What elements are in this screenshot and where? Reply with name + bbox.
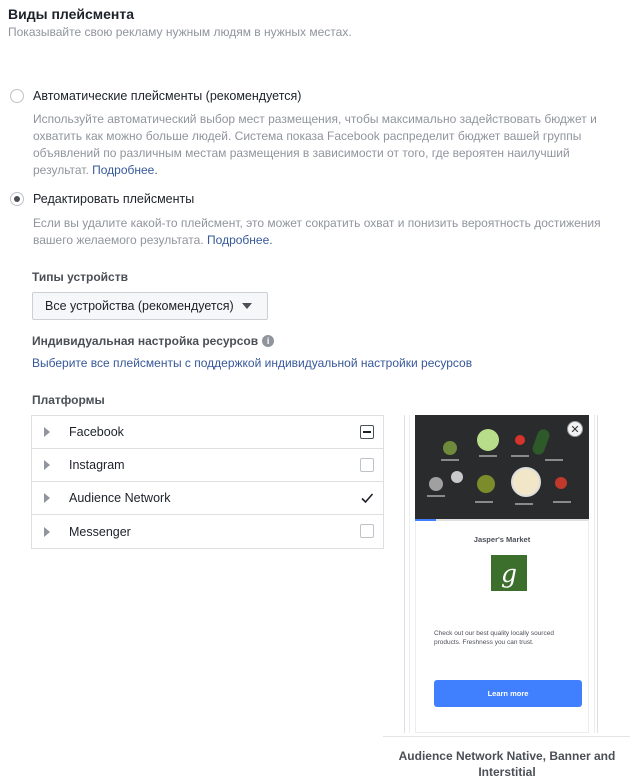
device-types-label: Типы устройств — [32, 270, 128, 284]
auto-learn-more-link[interactable]: Подробнее. — [92, 163, 158, 177]
ad-body-text: Check out our best quality locally sourced products. Freshness you can trust. — [434, 630, 554, 646]
auto-placements-label: Автоматические плейсменты (рекомендуется) — [33, 89, 302, 103]
edit-description-text: Если вы удалите какой-то плейсмент, это может сократить охват и понизить вероятность достижения вашего желаемого результата. — [33, 216, 601, 247]
auto-description-text: Используйте автоматический выбор мест размещения, чтобы максимально задействовать бюджет и охватить как можно больше людей. Система показа Facebook распределит бюджет вашей группы объявлений по различным местам размещения в зависимости от того, где вероятен наилучший результат. — [33, 112, 597, 177]
platform-checkbox-messenger[interactable] — [360, 524, 374, 538]
close-icon[interactable]: ✕ — [567, 421, 583, 437]
platform-checkbox-instagram[interactable] — [360, 458, 374, 472]
indeterminate-dash-icon — [363, 431, 371, 433]
asset-customization-heading — [32, 334, 274, 348]
placement-subtitle: Показывайте свою рекламу нужным людям в нужных местах. — [8, 25, 352, 39]
preview-caption: Audience Network Native, Banner and Interstitial — [398, 749, 616, 779]
info-icon[interactable]: i — [262, 335, 274, 347]
platform-name: Messenger — [69, 524, 131, 539]
auto-placements-option[interactable] — [10, 89, 301, 103]
edit-placements-description — [33, 215, 608, 249]
asset-customization-label: Индивидуальная настройка ресурсов — [32, 334, 259, 348]
placement-title: Виды плейсмента — [8, 6, 135, 22]
platform-row-facebook[interactable] — [32, 416, 383, 449]
phone-edge-right — [594, 415, 595, 733]
checkmark-icon — [360, 491, 374, 505]
device-types-value: Все устройства (рекомендуется) — [45, 299, 234, 313]
advertiser-logo: g — [491, 555, 527, 591]
ad-card — [415, 521, 589, 733]
platforms-label: Платформы — [32, 393, 105, 407]
platform-checkbox-facebook[interactable] — [360, 425, 374, 439]
platform-name: Facebook — [69, 425, 124, 439]
platform-name: Instagram — [69, 458, 125, 472]
auto-placements-radio[interactable] — [10, 89, 24, 103]
edit-learn-more-link[interactable]: Подробнее. — [207, 233, 273, 247]
platform-row-instagram[interactable] — [32, 449, 383, 482]
platform-checkbox-audience-network[interactable] — [360, 491, 374, 505]
expand-triangle-icon[interactable] — [44, 493, 50, 503]
expand-triangle-icon[interactable] — [44, 527, 50, 537]
learn-more-button[interactable]: Learn more — [434, 680, 582, 707]
caret-down-icon — [242, 303, 252, 309]
ad-preview — [404, 415, 598, 733]
platform-row-messenger[interactable] — [32, 515, 383, 548]
device-types-dropdown[interactable] — [32, 292, 268, 320]
expand-triangle-icon[interactable] — [44, 427, 50, 437]
select-customizable-placements-link[interactable]: Выберите все плейсменты с поддержкой индивидуальной настройки ресурсов — [32, 356, 473, 370]
platforms-list — [31, 415, 384, 549]
ad-image — [415, 415, 589, 519]
edit-placements-radio[interactable] — [10, 192, 24, 206]
platform-row-audience-network[interactable] — [32, 482, 383, 515]
expand-triangle-icon[interactable] — [44, 460, 50, 470]
edit-placements-label: Редактировать плейсменты — [33, 192, 195, 206]
phone-edge-left — [409, 415, 410, 733]
edit-placements-option[interactable] — [10, 192, 194, 206]
auto-placements-description — [33, 111, 608, 179]
platform-name: Audience Network — [69, 491, 171, 505]
advertiser-name: Jasper's Market — [473, 535, 531, 544]
preview-divider — [383, 736, 630, 737]
